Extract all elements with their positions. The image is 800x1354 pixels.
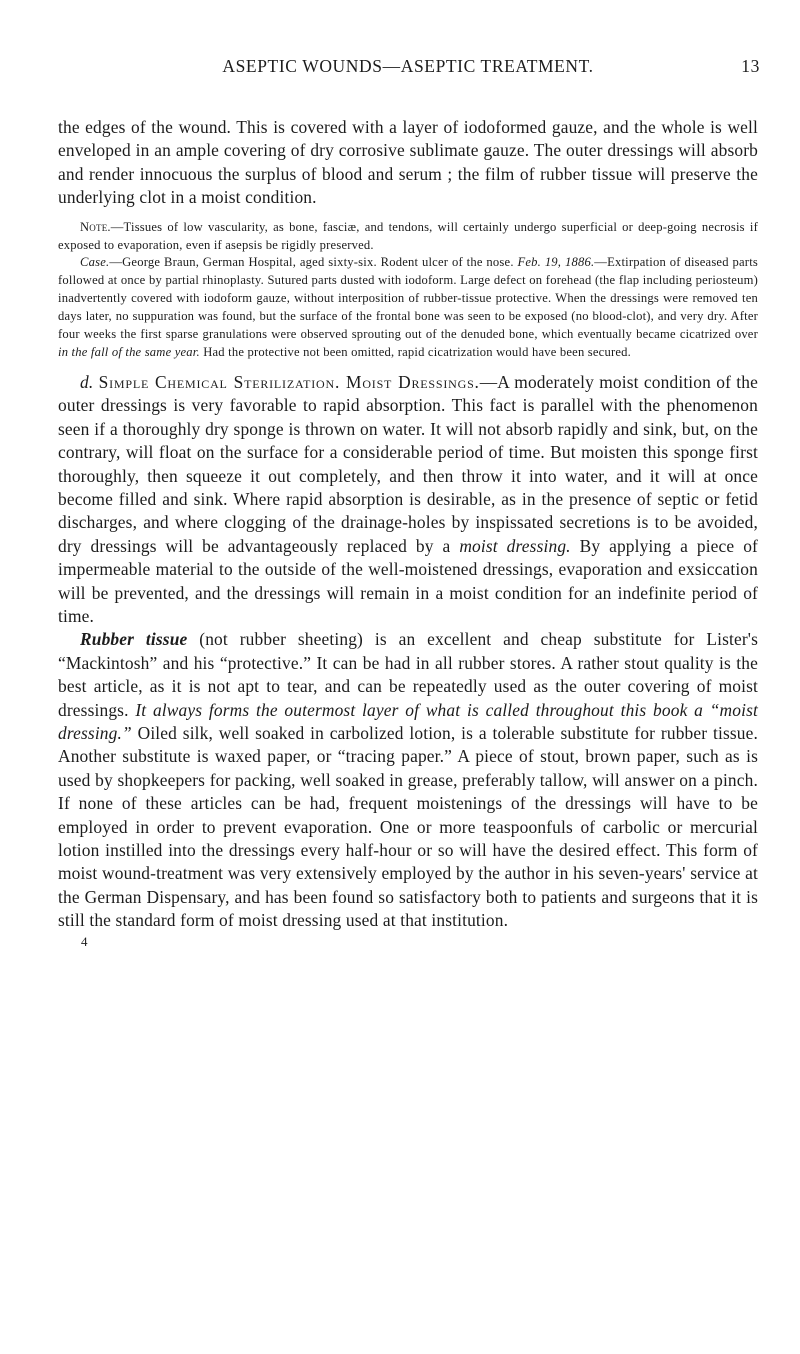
paragraph-wound-dressing <box>58 116 758 210</box>
rubber-tissue-paragraph <box>58 628 758 932</box>
case-text-b: —Extirpation of diseased parts followed at once by partial rhinoplasty. Sutured parts dusted with iodoform. Large defect on forehead (the flap including periosteum) inadvertently covered with iodoform gauze, without interposition of rubber-tissue protective. When the dressings were removed ten days later, no suppuration was found, but the surface of the frontal bone was seen to be exposed (no blood-clot), and very dry. After four weeks the first sparse granulations were observed sprouting out of the denuded bone, which eventually became cicatrized over <box>58 255 758 342</box>
section-paragraph <box>58 371 758 628</box>
case-date: Feb. 19, 1886. <box>517 255 595 270</box>
rubber-text-a: (not rubber sheeting) is an excellent and cheap substitute for Lister's “Mackintosh” and his “protective.” It can be had in all rubber stores. A rather stout quality is the best article, as it is not apt to tear, and can be repeatedly used as the outer covering of moist dressings. <box>58 629 758 720</box>
section-letter: d. <box>80 371 94 392</box>
section-italic: moist dressing. <box>459 535 571 556</box>
note-paragraph <box>58 219 758 255</box>
case-text-a: —George Braun, German Hospital, aged sixty-six. Rodent ulcer of the nose. <box>109 255 518 270</box>
body-text <box>58 116 758 949</box>
note-block <box>58 219 758 362</box>
note-text: —Tissues of low vascularity, as bone, fasciæ, and tendons, will certainly undergo superficial or deep-going necrosis if exposed to evaporation, even if asepsis be rigidly preserved. <box>58 219 758 252</box>
note-label: Note. <box>80 219 111 234</box>
section-text-a: —A moderately moist condition of the outer dressings is very favorable to rapid absorption. This fact is parallel with the phenomenon seen if a thoroughly dry sponge is thrown on water. It will not absorb rapidly and sink, but, on the contrary, will float on the surface for a considerable period of time. But moisten this sponge first thoroughly, then squeeze it out completely, and then throw it into water, and it will at once become filled and sink. Where rapid absorption is desirable, as in the presence of septic or fetid discharges, and where clogging of the drainage-holes by inspissated secretions is to be avoided, dry dressings will be advantageously replaced by a <box>58 371 758 556</box>
rubber-lead: Rubber tissue <box>80 629 188 650</box>
section-heading: Simple Chemical Sterilization. Moist Dressings. <box>98 371 480 392</box>
running-head <box>58 56 758 86</box>
rubber-italic: It always forms the outermost layer of what is called throughout this book a “moist dressing.” <box>58 699 758 743</box>
case-text-c: Had the protective not been omitted, rapid cicatrization would have been secured. <box>199 344 631 359</box>
case-paragraph <box>58 254 758 361</box>
case-label: Case. <box>80 255 110 270</box>
rubber-text-b: Oiled silk, well soaked in carbolized lotion, is a tolerable substitute for rubber tissue. Another substitute is waxed paper, or “tracing paper.” A piece of stout, brown paper, such as is used by shopkeepers for packing, well soaked in grease, preferably tallow, will answer on a pinch. If none of these articles can be had, frequent moistenings of the dressings will have to be employed in order to prevent evaporation. One or more teaspoonfuls of carbolic or mercurial lotion instilled into the dressings every half-hour or so will have the desired effect. This form of moist wound-treatment was very extensively employed by the author in his seven-years' service at the German Dispensary, and has been found so satisfactory both to patients and surgeons that it is still the standard form of moist dressing used at that institution. <box>58 722 758 931</box>
signature-mark: 4 <box>81 933 88 949</box>
book-page <box>58 56 758 949</box>
paragraph-text: the edges of the wound. This is covered with a layer of iodoformed gauze, and the whole is well enveloped in an ample covering of dry corrosive sublimate gauze. The outer dressings will absorb and render innocuous the surplus of blood and serum ; the film of rubber tissue will preserve the underlying clot in a moist condition. <box>58 117 758 208</box>
page-number: 13 <box>741 56 760 76</box>
section-text-b: By applying a piece of impermeable material to the outside of the well-moistened dressings, evaporation and exsiccation will be prevented, and the dressings will remain in a moist condition for an indefinite period of time. <box>58 535 758 626</box>
case-italic: in the fall of the same year. <box>58 344 200 359</box>
running-title: ASEPTIC WOUNDS—ASEPTIC TREATMENT. <box>222 56 594 76</box>
